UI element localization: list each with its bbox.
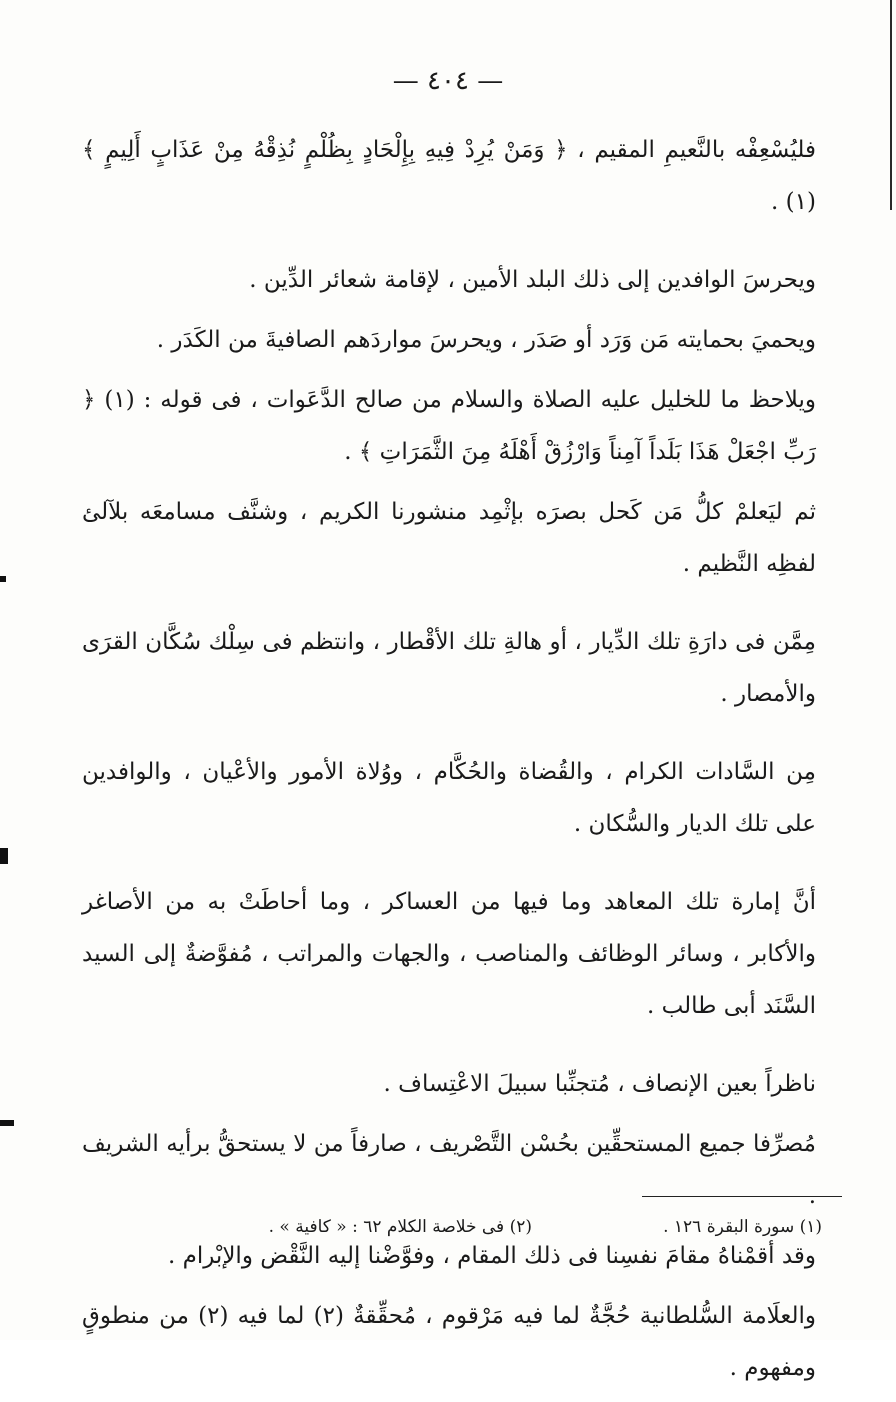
scan-mark <box>0 848 8 864</box>
footnote-divider <box>642 1196 842 1197</box>
scan-mark <box>0 1120 14 1126</box>
paragraph: ويحميَ بحمايته مَن وَرَد أو صَدَر ، ويحرسَ مواردَهم الصافيةَ من الكَدَر . <box>156 327 816 353</box>
footnote-2: (٢) فى خلاصة الكلام ٦٢ : « كافية » . <box>268 1217 532 1237</box>
paragraph: وقد أقمْناهُ مقامَ نفسِنا فى ذلك المقام ، وفوَّضْنا إليه النَّقْض والإبْرام . <box>167 1243 816 1269</box>
paragraph: ويلاحظ ما للخليل عليه الصلاة والسلام من صالح الدَّعَوات ، فى قوله : (١) ﴿ رَبِّ اجْعَلْ هَذَا بَلَداً آمِناً وَارْزُقْ أَهْلَهُ مِنَ الثَّمَرَاتِ ﴾ . <box>82 387 816 465</box>
paragraph: مِن السَّادات الكرام ، والقُضاة والحُكَّام ، ووُلاة الأمور والأعْيان ، والوافدين على تلك الديار والسُّكان . <box>82 759 816 837</box>
footnote-1: (١) سورة البقرة ١٢٦ . <box>663 1217 822 1237</box>
paragraph: أنَّ إمارة تلك المعاهد وما فيها من العساكر ، وما أحاطَتْ به من الأصاغر والأكابر ، وسائر الوظائف والمناصب ، والجهات والمراتب ، مُفوَّضةٌ إلى السيد السَّنَد أبى طالب . <box>82 889 816 1019</box>
paragraph: مِمَّن فى دارَةِ تلك الدِّيار ، أو هالةِ تلك الأقْطار ، وانتظم فى سِلْك سُكَّان القرَى والأمصار . <box>82 629 816 707</box>
paragraph: ناظراً بعين الإنصاف ، مُتجنِّبا سبيلَ الاعْتِساف . <box>383 1071 816 1097</box>
paragraph: مُصرِّفا جميع المستحقِّين بحُسْن التَّصْريف ، صارفاً من لا يستحقُّ برأيه الشريف <box>82 1131 816 1157</box>
paragraph: ثم ليَعلمْ كلُّ مَن كَحل بصرَه بإثْمِد منشورنا الكريم ، وشنَّف مسامعَه بلآلئ لفظِه النَّظيم . <box>82 499 816 577</box>
paragraph: ويحرسَ الوافدين إلى ذلك البلد الأمين ، لإقامة شعائر الدِّين . <box>249 267 816 293</box>
main-text <box>82 124 816 1402</box>
paragraph: فليُسْعِفْه بالنَّعيمِ المقيم ، ﴿ وَمَنْ يُرِدْ فِيهِ بِإِلْحَادٍ بِظُلْمٍ نُذِقْهُ مِنْ عَذَابٍ أَلِيمٍ ﴾ (١) . <box>82 137 816 215</box>
scan-mark <box>0 576 6 582</box>
page-number: — ٤٠٤ — <box>392 66 504 96</box>
page-binding-edge <box>890 0 892 210</box>
paragraph: والعلَامة السُّلطانية حُجَّةٌ لما فيه مَرْقوم ، مُحقِّقةٌ (٢) لما فيه (٢) من منطوقٍ ومفهوم . <box>82 1303 817 1381</box>
